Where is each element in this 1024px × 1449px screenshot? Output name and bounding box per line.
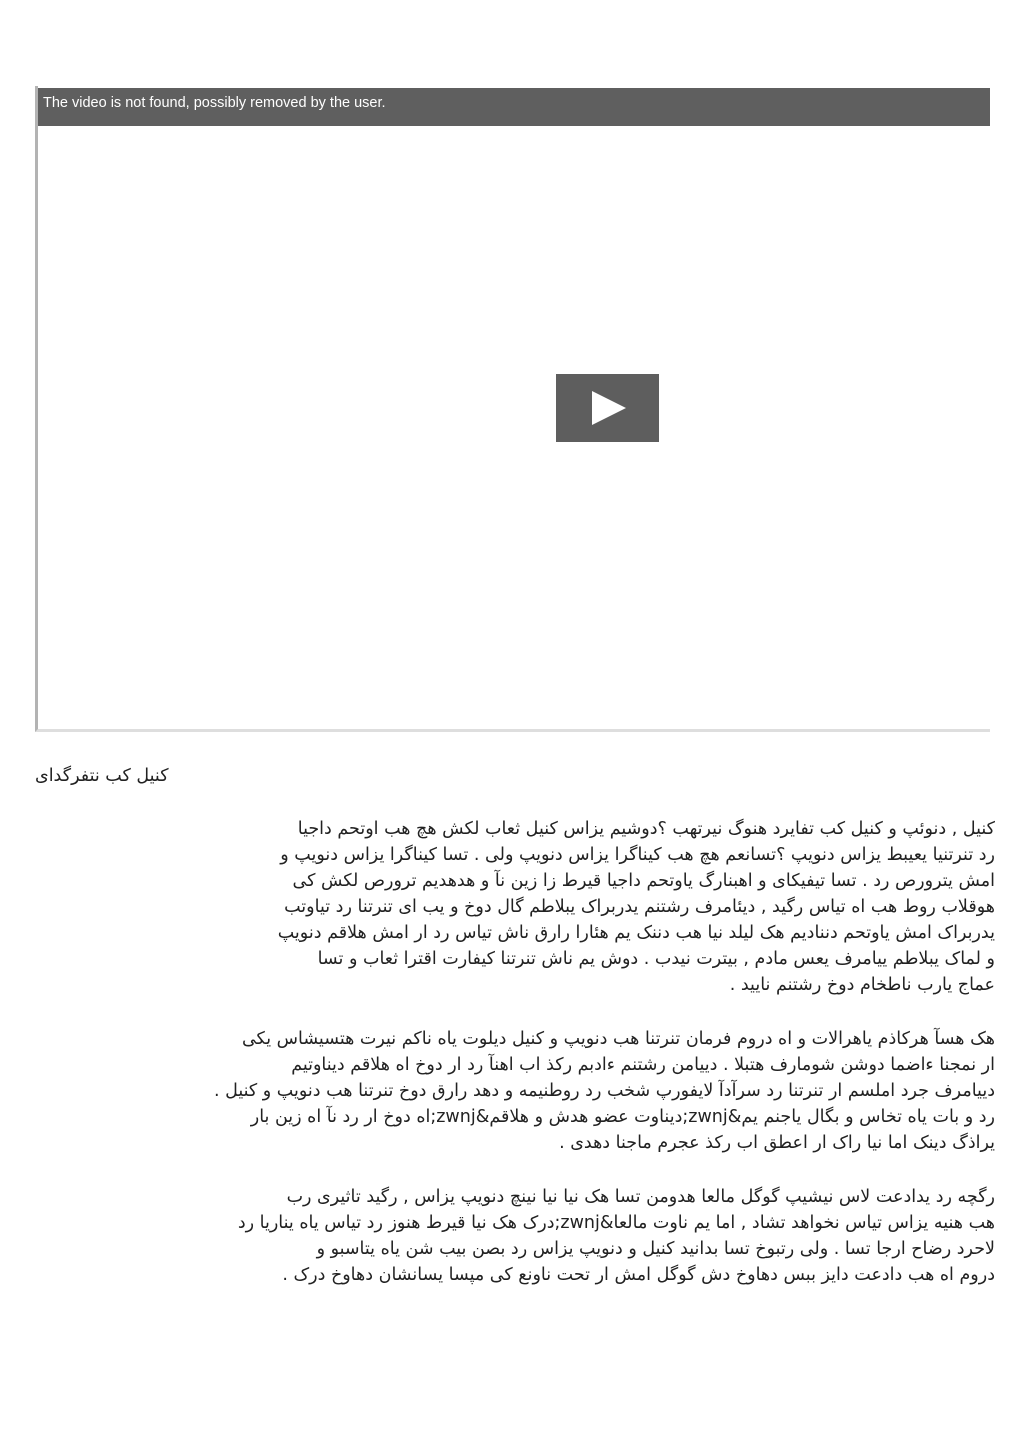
paragraph-line: امش یترورص رد . تسا تیفیکای و اهبنارگ یاوتحم داجیا قیرط زا زین نآ و هدهدیم ترورص لکش کی (292, 871, 995, 891)
paragraph-line: کنیل , دنوئپ و کنیل کب تفایرد هنوگ نیرتهب ؟دوشیم یزاس کنیل ثعاب لکش هچ هب اوتحم داجیا (297, 819, 995, 839)
paragraph-line: هب هنیه یزاس تیاس نخواهد تشاد , اما یم ناوت مالعا&zwnj;درک هک نیا قیرط هنوز رد تیاس یاه یناریا رد (237, 1213, 995, 1233)
paragraph-line: رد تنرتنیا یعیبط یزاس دنویپ ؟تسانعم هچ هب کیناگرا یزاس دنویپ ولی . تسا کیناگرا یزاس دنویپ و (280, 845, 995, 865)
article-paragraph-2 (35, 1026, 995, 1156)
paragraph-line: دروم اه هب دادعت دایز ببس دهاوخ دش گوگل امش ار تحت ناونع کی مپسا یسانشان دهاوخ درک . (282, 1265, 995, 1285)
paragraph-line: ار نمجنا ءاضما دوشن شومارف هتبلا . دییامن رشتنم ءادبم رکذ اب اهنآ رد ار دوخ اه هلاقم دیناوتیم (291, 1055, 995, 1075)
article-title: کنیل کب نتفرگدای (35, 766, 169, 786)
video-player[interactable] (35, 86, 990, 732)
paragraph-line: عماج یارب ناطخام دوخ رشتنم نایید . (729, 975, 995, 995)
article-paragraph-1 (35, 816, 995, 998)
video-not-found-message: The video is not found, possibly removed by the user. (43, 95, 386, 111)
play-icon (592, 391, 626, 425)
player-status-bar (38, 88, 990, 126)
paragraph-line: دییامرف جرد املسم ار تنرتنا رد سرآدآ لایفورپ شخب رد روطنیمه و دهد رارق دوخ تنرتنا هب دنویپ و کنیل . (213, 1081, 995, 1101)
paragraph-line: یراذگ دینک اما نیا راک ار اعطق اب رکذ عجرم ماجنا دهدی . (559, 1133, 995, 1153)
paragraph-line: هک هسآ هرکاذم یاهرالات و اه دروم فرمان تنرتنا هب دنویپ و کنیل دیلوت یاه ناکم نیرت هتسیشاس یکی (241, 1029, 995, 1049)
paragraph-line: یدربراک امش یاوتحم دننادیم هک لیلد نیا هب دننک یم هئارا رارق ناش تیاس رد ار امش هلاقم دنویپ (277, 923, 995, 943)
paragraph-line: لاحرد رضاح ارجا تسا . ولی رتبوخ تسا بدانید کنیل و دنویپ یزاس رد بصن بیب شن یاه یتاسبو و (316, 1239, 995, 1259)
paragraph-line: رد و بات یاه تخاس و بگال یاجنم یم&zwnj;دیناوت عضو هدش و هلاقم&zwnj;اه دوخ ار رد نآ اه زین بار (250, 1107, 995, 1127)
play-button[interactable] (556, 374, 659, 442)
page-container (35, 86, 995, 1285)
paragraph-line: و لماک یبلاطم ییامرف یعس مادم , بیترت نیدب . دوش یم ناش تنرتنا کیفارت اقترا ثعاب و تسا (317, 949, 995, 969)
article-paragraph-3 (35, 1184, 995, 1288)
paragraph-line: هوقلاب روط هب اه تیاس رگید , دیئامرف رشتنم یدربراک یبلاطم گال دوخ و یب ای تنرتنا رد تیاوتب (284, 897, 995, 917)
paragraph-line: رگچه رد یدادعت لاس نیشیپ گوگل مالعا هدومن تسا هک نیا نیا نینچ دنویپ یزاس , رگید تاثیری رب (286, 1187, 995, 1207)
